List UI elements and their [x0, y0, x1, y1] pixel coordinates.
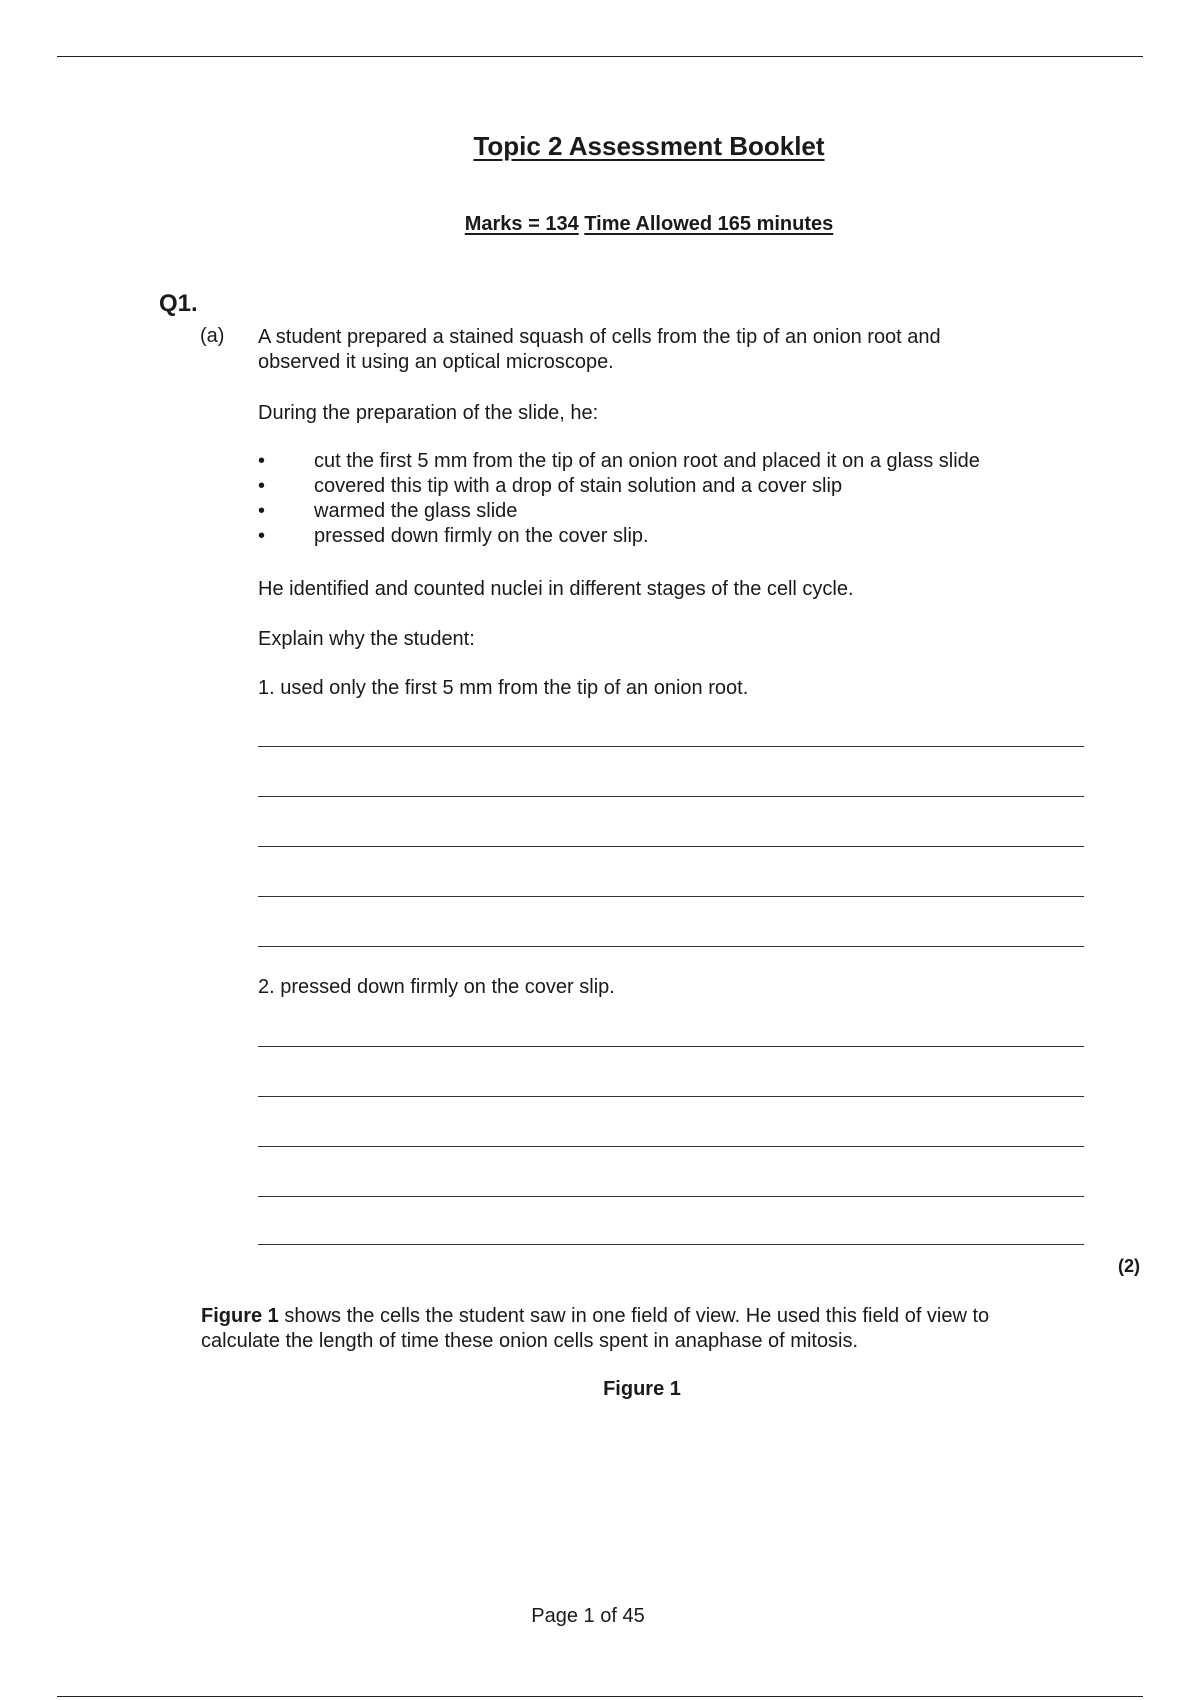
page-number: Page 1 of 45 — [531, 1605, 645, 1627]
answer-line[interactable] — [258, 896, 1084, 897]
figure-text-1: shows the cells the student saw in one field of view. He used this field of view to — [278, 1305, 990, 1327]
answer-line[interactable] — [258, 846, 1084, 847]
intro-line-1: A student prepared a stained squash of cells from the tip of an onion root and — [258, 326, 941, 348]
explain-prompt: Explain why the student: — [258, 628, 475, 650]
step-item: • cut the first 5 mm from the tip of an onion root and placed it on a glass slide — [258, 449, 980, 474]
preparation-steps — [258, 449, 980, 549]
marks-line — [0, 213, 1200, 236]
answer-line[interactable] — [258, 1096, 1084, 1097]
answer-line[interactable] — [258, 1244, 1084, 1245]
step-item: • warmed the glass slide — [258, 499, 980, 524]
sub-question-1: 1. used only the first 5 mm from the tip of an onion root. — [258, 677, 749, 699]
time-allowed: Time Allowed 165 minutes — [584, 213, 834, 235]
answer-line[interactable] — [258, 1046, 1084, 1047]
answer-line[interactable] — [258, 796, 1084, 797]
identified-text: He identified and counted nuclei in different stages of the cell cycle. — [258, 578, 854, 600]
question-number: Q1. — [159, 290, 198, 317]
page-title: Topic 2 Assessment Booklet — [473, 131, 825, 161]
figure-description-line-1 — [201, 1304, 989, 1329]
sub-question-2: 2. pressed down firmly on the cover slip. — [258, 976, 615, 998]
figure-reference: Figure 1 — [201, 1305, 279, 1327]
marks-total: Marks = 134 — [464, 213, 579, 235]
intro-line-2: observed it using an optical microscope. — [258, 351, 614, 373]
answer-line[interactable] — [258, 946, 1084, 947]
figure-description — [201, 1304, 989, 1354]
answer-line[interactable] — [258, 1196, 1084, 1197]
figure-caption: Figure 1 — [603, 1378, 681, 1400]
question-intro — [258, 325, 941, 375]
answer-line[interactable] — [258, 1146, 1084, 1147]
bottom-rule — [57, 1696, 1143, 1697]
step-item: • pressed down firmly on the cover slip. — [258, 524, 980, 549]
preparation-intro: During the preparation of the slide, he: — [258, 402, 599, 424]
step-item: • covered this tip with a drop of stain solution and a cover slip — [258, 474, 980, 499]
answer-line[interactable] — [258, 746, 1084, 747]
part-a-label: (a) — [200, 325, 225, 347]
top-rule — [57, 56, 1143, 57]
mark-allocation: (2) — [1118, 1256, 1140, 1276]
figure-text-2: calculate the length of time these onion cells spent in anaphase of mitosis. — [201, 1330, 859, 1352]
